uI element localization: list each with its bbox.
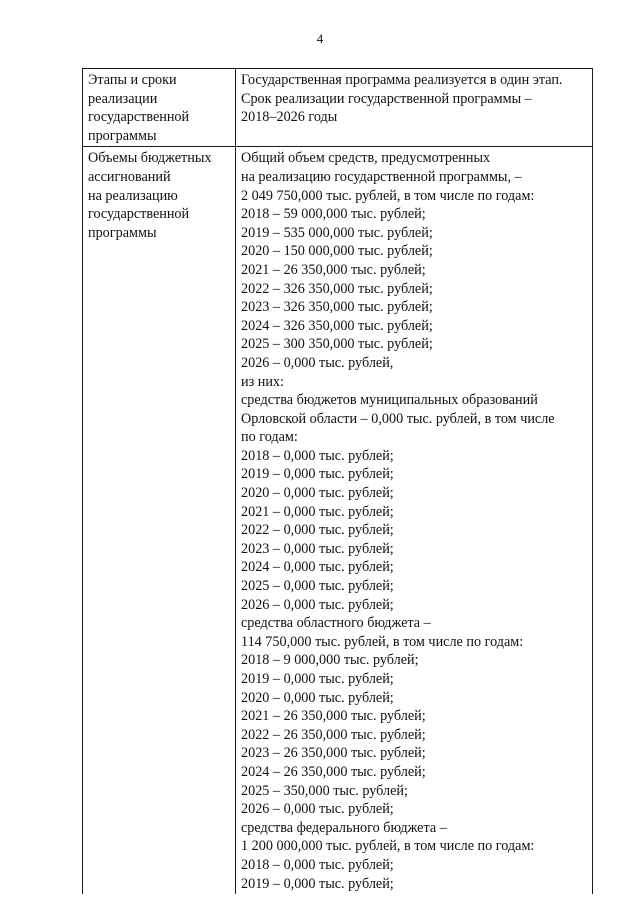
text-line: 2020 – 0,000 тыс. рублей;	[241, 689, 394, 706]
text-line: 2021 – 26 350,000 тыс. рублей;	[241, 708, 426, 725]
text-line: Орловской области – 0,000 тыс. рублей, в том числе	[241, 410, 555, 427]
text-line: Государственная программа реализуется в один этап.	[241, 72, 563, 88]
text-line: 2021 – 26 350,000 тыс. рублей;	[241, 261, 426, 278]
text-line: Этапы и сроки	[88, 72, 177, 88]
text-line: по годам:	[241, 429, 298, 446]
text-line: средства бюджетов муниципальных образований	[241, 392, 538, 409]
text-line: 114 750,000 тыс. рублей, в том числе по годам:	[241, 633, 524, 650]
text-line: 2023 – 326 350,000 тыс. рублей;	[241, 299, 433, 316]
text-line: государственной	[88, 109, 190, 126]
text-line: 2024 – 326 350,000 тыс. рублей;	[241, 317, 433, 334]
table-row-budget	[83, 147, 593, 894]
text-line: на реализацию	[88, 187, 178, 204]
text-line: 2024 – 26 350,000 тыс. рублей;	[241, 763, 426, 780]
text-line: 2025 – 300 350,000 тыс. рублей;	[241, 336, 433, 353]
text-line: 2018 – 59 000,000 тыс. рублей;	[241, 206, 426, 223]
text-line: 2026 – 0,000 тыс. рублей,	[241, 354, 394, 371]
text-line: 2022 – 326 350,000 тыс. рублей;	[241, 280, 433, 297]
text-line: на реализацию государственной программы, –	[241, 168, 522, 185]
text-line: 2019 – 0,000 тыс. рублей;	[241, 671, 394, 687]
text-line: 2023 – 26 350,000 тыс. рублей;	[241, 745, 426, 762]
text-line: программы	[88, 127, 157, 144]
table-row-stages	[83, 69, 593, 147]
text-line: 2019 – 0,000 тыс. рублей;	[241, 466, 394, 483]
text-line: средства областного бюджета –	[241, 615, 431, 632]
text-line: 2021 – 0,000 тыс. рублей;	[241, 503, 394, 520]
text-line: 2023 – 0,000 тыс. рублей;	[241, 540, 394, 557]
text-line: 2018 – 9 000,000 тыс. рублей;	[241, 652, 419, 669]
text-line: программы	[88, 224, 157, 241]
text-line: из них:	[241, 373, 284, 390]
text-line: реализации	[88, 90, 158, 107]
text-line: 2025 – 0,000 тыс. рублей;	[241, 578, 394, 595]
page-number: 4	[316, 31, 324, 46]
row-label-cell	[83, 69, 236, 147]
text-line: 2018 – 0,000 тыс. рублей;	[241, 447, 394, 464]
text-line: Срок реализации государственной программы –	[241, 90, 532, 107]
row-value-cell	[236, 69, 593, 147]
text-line: 2026 – 0,000 тыс. рублей;	[241, 596, 394, 613]
text-line: Объемы бюджетных	[88, 150, 212, 167]
text-line: 2020 – 150 000,000 тыс. рублей;	[241, 243, 433, 260]
text-line: 2 049 750,000 тыс. рублей, в том числе по годам:	[241, 187, 535, 204]
text-line: 2025 – 350,000 тыс. рублей;	[241, 782, 408, 799]
program-passport-table	[82, 68, 593, 894]
text-line: 2026 – 0,000 тыс. рублей;	[241, 801, 394, 818]
text-line: 2018 – 0,000 тыс. рублей;	[241, 856, 394, 873]
text-line: 2022 – 26 350,000 тыс. рублей;	[241, 726, 426, 743]
text-line: 2022 – 0,000 тыс. рублей;	[241, 522, 394, 539]
text-line: ассигнований	[88, 168, 171, 185]
text-line: 2024 – 0,000 тыс. рублей;	[241, 559, 394, 576]
text-line: 2020 – 0,000 тыс. рублей;	[241, 485, 394, 502]
text-line: средства федерального бюджета –	[241, 819, 447, 836]
row-label-cell	[83, 147, 236, 894]
row-value-cell	[236, 147, 593, 894]
text-line: Общий объем средств, предусмотренных	[241, 150, 491, 167]
text-line: государственной	[88, 206, 190, 223]
text-line: 1 200 000,000 тыс. рублей, в том числе по годам:	[241, 838, 535, 855]
text-line: 2019 – 0,000 тыс. рублей;	[241, 875, 394, 892]
text-line: 2019 – 535 000,000 тыс. рублей;	[241, 224, 433, 241]
text-line: 2018–2026 годы	[241, 109, 338, 126]
